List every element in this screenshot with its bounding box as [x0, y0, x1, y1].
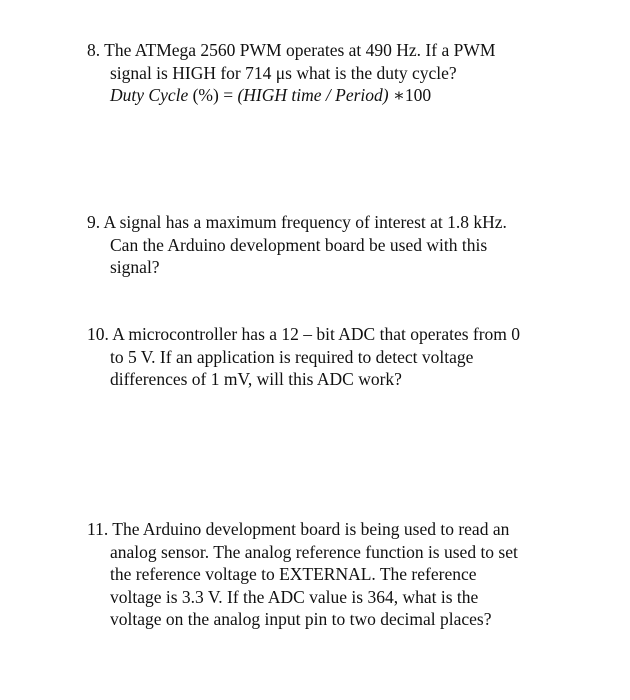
duty-cycle-formula	[87, 84, 587, 107]
question-11-line-2: analog sensor. The analog reference function is used to set	[110, 541, 518, 562]
question-9-line-2: Can the Arduino development board be used with this	[110, 234, 488, 255]
formula-equals: =	[223, 85, 234, 105]
question-9	[87, 211, 587, 279]
formula-lhs: Duty Cycle	[110, 85, 189, 105]
question-11-line-1: 11. The Arduino development board is being used to read an	[87, 519, 510, 539]
question-10-line-1: 10. A microcontroller has a 12 – bit ADC that operates from 0	[87, 324, 521, 344]
question-8-line-2: signal is HIGH for 714 μs what is the duty cycle?	[110, 62, 457, 83]
question-10	[87, 323, 587, 391]
question-11-line-4: voltage is 3.3 V. If the ADC value is 364, what is the	[110, 586, 479, 607]
question-8-line-1: 8. The ATMega 2560 PWM operates at 490 Hz. If a PWM	[87, 40, 496, 60]
question-10-line-2: to 5 V. If an application is required to detect voltage	[110, 346, 474, 367]
question-11-line-5: voltage on the analog input pin to two decimal places?	[110, 609, 492, 629]
formula-rhs: (HIGH time / Period)	[237, 85, 389, 105]
formula-unit: (%)	[192, 85, 219, 105]
question-10-line-3: differences of 1 mV, will this ADC work?	[110, 369, 402, 389]
question-11-line-3: the reference voltage to EXTERNAL. The reference	[110, 564, 477, 584]
question-9-line-1: 9. A signal has a maximum frequency of interest at 1.8 kHz.	[87, 212, 507, 232]
formula-multiplier: ∗100	[393, 85, 432, 105]
question-11	[87, 518, 587, 631]
question-8	[87, 39, 587, 107]
question-9-line-3: signal?	[110, 257, 160, 277]
